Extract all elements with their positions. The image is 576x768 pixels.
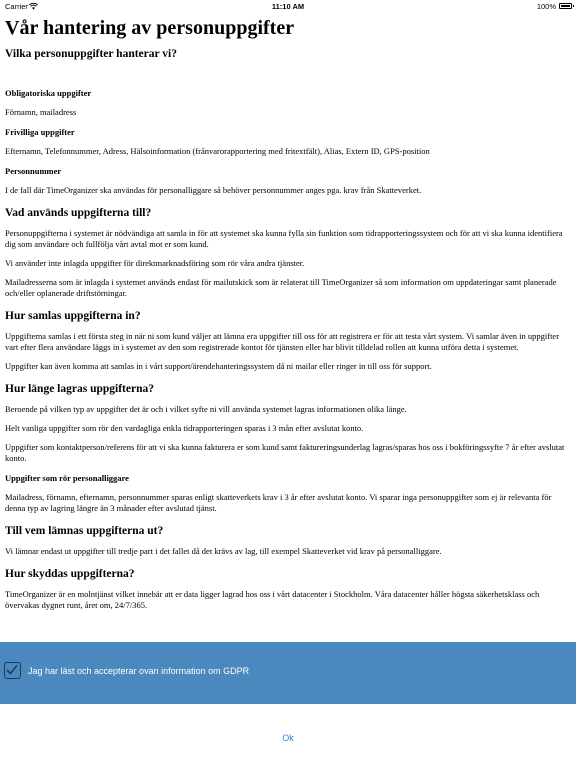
section-heading-collection: Hur samlas uppgifterna in?: [5, 310, 141, 322]
usage-paragraph: Personuppgifterna i systemet är nödvändiga att samla in för att systemet ska kunna fylla sin funktion som tidrapporteringssystem och för att vi ska kunna identifiera dig som användare och fullfölja vårt avtal mot er som kund.: [5, 228, 563, 249]
retention-paragraph: Uppgifter som kontaktperson/referens för att vi ska kunna fakturera er som kund samt faktureringsunderlag lagras/sparas hos oss i bokföringssyfte 7 år efter avslutat konto.: [5, 442, 565, 463]
subheading-staff-register: Uppgifter som rör personalliggare: [5, 473, 129, 483]
battery-percentage: 100%: [536, 2, 556, 11]
page-title: Vår hantering av personuppgifter: [5, 17, 295, 39]
gdpr-consent-checkbox[interactable]: [4, 662, 21, 679]
ok-button[interactable]: Ok: [282, 733, 294, 743]
retention-paragraph: Beroende på vilken typ av uppgifter det är och i vilket syfte ni vill använda systemet lagras informationen olika länge.: [5, 404, 407, 414]
subheading-mandatory: Obligatoriska uppgifter: [5, 88, 92, 98]
subheading-optional: Frivilliga uppgifter: [5, 127, 75, 137]
retention-paragraph: Mailadress, förnamn, efternamn, personnummer sparas enligt skatteverkets krav i 3 år efter avslutat konto. Vi sparar inga personuppgifter som ej är relevanta för denna typ av lagring längre än 3 månader efter avslutad tjänst.: [5, 492, 552, 513]
ssn-text: I de fall där TimeOrganizer ska användas för personalliggare så behöver personnummer anges pga. krav från Skatteverket.: [5, 185, 422, 195]
section-heading-usage: Vad används uppgifterna till?: [5, 207, 152, 219]
section-heading-sharing: Till vem lämnas uppgifterna ut?: [5, 525, 164, 537]
retention-paragraph: Helt vanliga uppgifter som rör den vardagliga enkla tidrapporteringen sparas i 3 mån efter avslutat konto.: [5, 423, 364, 433]
subheading-ssn: Personnummer: [5, 166, 62, 176]
section-heading-what: Vilka personuppgifter hanterar vi?: [5, 48, 177, 60]
optional-text: Efternamn, Telefonnummer, Adress, Hälsoinformation (frånvarorapportering med fritextfält), Alias, Extern ID, GPS-position: [5, 146, 430, 156]
usage-paragraph: Mailadresserna som är inlagda i systemet används endast för mailutskick som är relaterat till TimeOrganizer så som information om uppdateringar samt planerade och/eller oplanerade driftstörningar.: [5, 277, 557, 298]
sharing-paragraph: Vi lämnar endast ut uppgifter till tredje part i det fallet då det krävs av lag, till exempel Skatteverket vid krav på personalliggare.: [5, 546, 442, 556]
mandatory-text: Förnamn, mailadress: [5, 107, 77, 117]
battery-icon: [559, 3, 572, 9]
protection-paragraph: TimeOrganizer är en molntjänst vilket innebär att er data ligger lagrad hos oss i vårt datacenter i Stockholm. Våra datacenter håller högsta säkerhetsklass och övervakas dygnet runt, året om, 24/7/365.: [5, 589, 540, 610]
gdpr-consent-label[interactable]: Jag har läst och accepterar ovan information om GDPR: [28, 666, 250, 676]
carrier-label: Carrier: [5, 2, 28, 11]
collection-paragraph: Uppgifterna samlas i ett första steg in när ni som kund väljer att lämna era uppgifter till oss för att registrera er för att testa vårt system. Vi samlar även in uppgifter vart efter flera användare läggs in i systemet av den som registrerade kontot för tjänsten eller har blivit tilldelad rollen att kunna utföra detta i systemet.: [5, 331, 560, 352]
status-time: 11:10 AM: [271, 2, 305, 11]
section-heading-retention: Hur länge lagras uppgifterna?: [5, 383, 154, 395]
usage-paragraph: Vi använder inte inlagda uppgifter för direktmarknadsföring som rör våra andra tjänster.: [5, 258, 305, 268]
privacy-document[interactable]: [5, 13, 571, 642]
collection-paragraph: Uppgifter kan även komma att samlas in i vårt support/ärendehanteringssystem då ni mailar eller ringer in till oss för support.: [5, 361, 432, 371]
checkmark-icon: [6, 664, 18, 676]
status-bar: [0, 0, 576, 13]
section-heading-protection: Hur skyddas uppgifterna?: [5, 568, 135, 580]
